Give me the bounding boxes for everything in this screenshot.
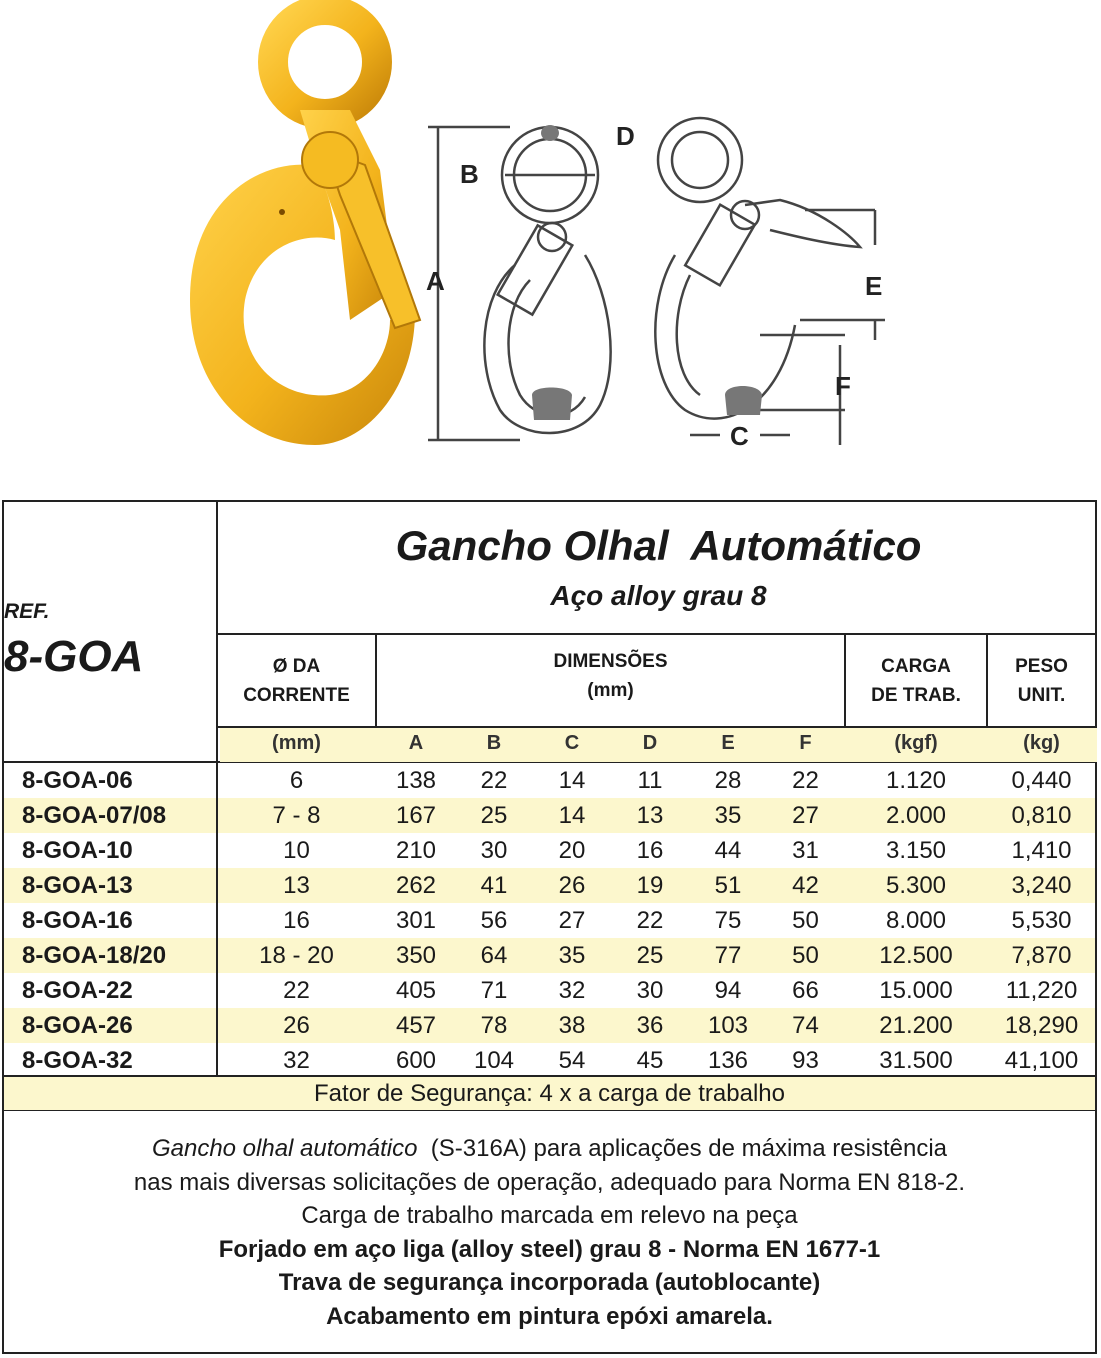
product-subtitle: Aço alloy grau 8 [550, 580, 767, 611]
row-cell-weight: 5,530 [1011, 907, 1072, 934]
dimension-label-f: F [835, 371, 851, 401]
product-title: Gancho Olhal Automático [395, 522, 922, 569]
row-cell-d: 36 [636, 1012, 664, 1039]
description-line-3: Carga de trabalho marcada em relevo na peça [301, 1202, 798, 1229]
row-cell-b: 64 [480, 942, 508, 969]
table-row [4, 1008, 1095, 1043]
row-cell-f: 31 [792, 837, 819, 864]
row-cell-b: 25 [480, 802, 508, 829]
row-cell-f: 27 [792, 802, 819, 829]
dimension-drawing-side [630, 105, 900, 450]
row-cell-a: 350 [395, 942, 437, 969]
row-cell-c: 54 [558, 1047, 586, 1074]
row-cell-a: 600 [395, 1047, 437, 1074]
row-cell-e: 44 [714, 837, 742, 864]
description-line-6: Acabamento em pintura epóxi amarela. [326, 1302, 773, 1330]
row-ref: 8-GOA-22 [22, 977, 133, 1004]
row-cell-f: 50 [792, 942, 819, 969]
header-chain-diameter: Ø DA CORRENTE [243, 656, 350, 706]
table-row [4, 973, 1095, 1008]
row-cell-weight: 0,440 [1011, 767, 1072, 794]
row-cell-load: 5.300 [885, 872, 947, 899]
row-cell-e: 103 [707, 1012, 749, 1039]
row-cell-f: 93 [792, 1047, 819, 1074]
row-cell-b: 71 [480, 977, 508, 1004]
row-cell-chain: 6 [289, 767, 304, 794]
row-cell-load: 1.120 [885, 767, 947, 794]
row-cell-f: 22 [792, 767, 819, 794]
header-working-load: CARGA DE TRAB. [871, 656, 961, 706]
table-row [4, 903, 1095, 938]
row-cell-a: 262 [395, 872, 437, 899]
row-cell-chain: 26 [283, 1012, 310, 1039]
row-cell-a: 457 [395, 1012, 437, 1039]
row-cell-weight: 41,100 [1004, 1047, 1079, 1074]
row-cell-chain: 13 [283, 872, 310, 899]
row-cell-e: 94 [714, 977, 742, 1004]
row-cell-weight: 1,410 [1011, 837, 1072, 864]
row-cell-c: 35 [558, 942, 586, 969]
unit-d: D [642, 732, 658, 754]
description-line-5: Trava de segurança incorporada (autoblocante) [278, 1269, 821, 1296]
row-cell-b: 22 [480, 767, 508, 794]
dimension-label-b: B [460, 159, 479, 189]
description-line-1: Gancho olhal automático (S-316A) para aplicações de máxima resistência [151, 1135, 948, 1162]
row-cell-a: 167 [395, 802, 437, 829]
unit-e: E [721, 732, 735, 754]
dimension-drawing-front [420, 105, 650, 450]
table-row [4, 868, 1095, 903]
row-cell-e: 136 [707, 1047, 749, 1074]
row-cell-a: 405 [395, 977, 437, 1004]
row-cell-load: 2.000 [885, 802, 947, 829]
row-cell-d: 13 [636, 802, 664, 829]
row-cell-weight: 7,870 [1011, 942, 1072, 969]
row-cell-b: 78 [480, 1012, 508, 1039]
table-row [4, 938, 1095, 973]
row-cell-b: 30 [480, 837, 508, 864]
row-cell-b: 41 [480, 872, 508, 899]
row-ref: 8-GOA-26 [22, 1012, 133, 1039]
table-row [4, 1043, 1095, 1078]
unit-c: C [564, 732, 580, 754]
row-cell-f: 74 [792, 1012, 819, 1039]
dimension-label-c: C [730, 421, 749, 450]
row-ref: 8-GOA-10 [22, 837, 133, 864]
row-cell-weight: 0,810 [1011, 802, 1072, 829]
row-ref: 8-GOA-16 [22, 907, 133, 934]
safety-factor-note: Fator de Segurança: 4 x a carga de trabalho [4, 1077, 1095, 1110]
row-cell-f: 42 [792, 872, 819, 899]
row-cell-e: 28 [714, 767, 742, 794]
ref-code: 8-GOA [4, 632, 144, 681]
row-cell-a: 301 [395, 907, 437, 934]
row-cell-d: 45 [636, 1047, 664, 1074]
spec-table [2, 500, 1097, 1354]
description-line-4: Forjado em aço liga (alloy steel) grau 8 - Norma EN 1677-1 [218, 1235, 881, 1263]
hook-photo [150, 0, 440, 470]
row-cell-weight: 18,290 [1004, 1012, 1079, 1039]
ref-label: REF. [4, 600, 50, 623]
row-cell-a: 210 [395, 837, 437, 864]
row-cell-d: 25 [636, 942, 664, 969]
row-cell-d: 16 [636, 837, 664, 864]
dimension-label-e: E [865, 271, 883, 301]
unit-a: A [408, 732, 424, 754]
unit-f: F [799, 732, 812, 754]
row-cell-d: 30 [636, 977, 664, 1004]
row-cell-load: 3.150 [885, 837, 947, 864]
row-cell-chain: 22 [283, 977, 310, 1004]
row-cell-e: 51 [714, 872, 742, 899]
unit-weight: (kg) [1023, 732, 1060, 754]
row-cell-chain: 7 - 8 [272, 802, 321, 829]
row-cell-a: 138 [395, 767, 437, 794]
unit-b: B [486, 732, 502, 754]
dimension-label-d: D [616, 121, 635, 151]
row-cell-load: 15.000 [879, 977, 953, 1004]
description-line-2: nas mais diversas solicitações de operação, adequado para Norma EN 818-2. [133, 1168, 966, 1196]
row-cell-load: 31.500 [879, 1047, 953, 1074]
row-cell-c: 14 [558, 767, 586, 794]
row-cell-e: 75 [714, 907, 742, 934]
table-row [4, 798, 1095, 833]
row-cell-chain: 10 [283, 837, 310, 864]
row-ref: 8-GOA-13 [22, 872, 133, 899]
row-cell-e: 77 [714, 942, 742, 969]
product-description [4, 1132, 1095, 1333]
row-cell-c: 27 [558, 907, 586, 934]
table-row [4, 833, 1095, 868]
row-cell-f: 66 [792, 977, 819, 1004]
row-cell-load: 12.500 [879, 942, 953, 969]
header-dimensions: DIMENSÕES (mm) [553, 651, 668, 701]
row-cell-load: 21.200 [879, 1012, 953, 1039]
row-cell-d: 19 [636, 872, 664, 899]
row-cell-chain: 32 [283, 1047, 310, 1074]
table-row [4, 763, 1095, 798]
dimension-label-a: A [426, 266, 445, 296]
row-cell-load: 8.000 [885, 907, 947, 934]
row-cell-d: 22 [636, 907, 664, 934]
unit-chain: (mm) [272, 732, 321, 754]
row-ref: 8-GOA-32 [22, 1047, 133, 1074]
unit-load: (kgf) [894, 732, 938, 754]
row-cell-c: 26 [558, 872, 586, 899]
row-cell-f: 50 [792, 907, 819, 934]
row-ref: 8-GOA-18/20 [22, 942, 167, 969]
row-cell-chain: 16 [283, 907, 310, 934]
row-cell-b: 56 [480, 907, 508, 934]
row-cell-weight: 11,220 [1005, 977, 1078, 1004]
row-ref: 8-GOA-07/08 [22, 802, 167, 829]
row-cell-c: 20 [558, 837, 586, 864]
row-ref: 8-GOA-06 [22, 767, 133, 794]
row-cell-b: 104 [473, 1047, 515, 1074]
row-cell-c: 32 [558, 977, 586, 1004]
row-cell-chain: 18 - 20 [259, 942, 334, 969]
product-illustration [0, 0, 1101, 470]
row-cell-e: 35 [714, 802, 742, 829]
row-cell-d: 11 [637, 767, 663, 794]
row-cell-c: 38 [558, 1012, 586, 1039]
row-cell-weight: 3,240 [1011, 872, 1072, 899]
row-cell-c: 14 [558, 802, 586, 829]
header-unit-weight: PESO UNIT. [1015, 656, 1068, 706]
